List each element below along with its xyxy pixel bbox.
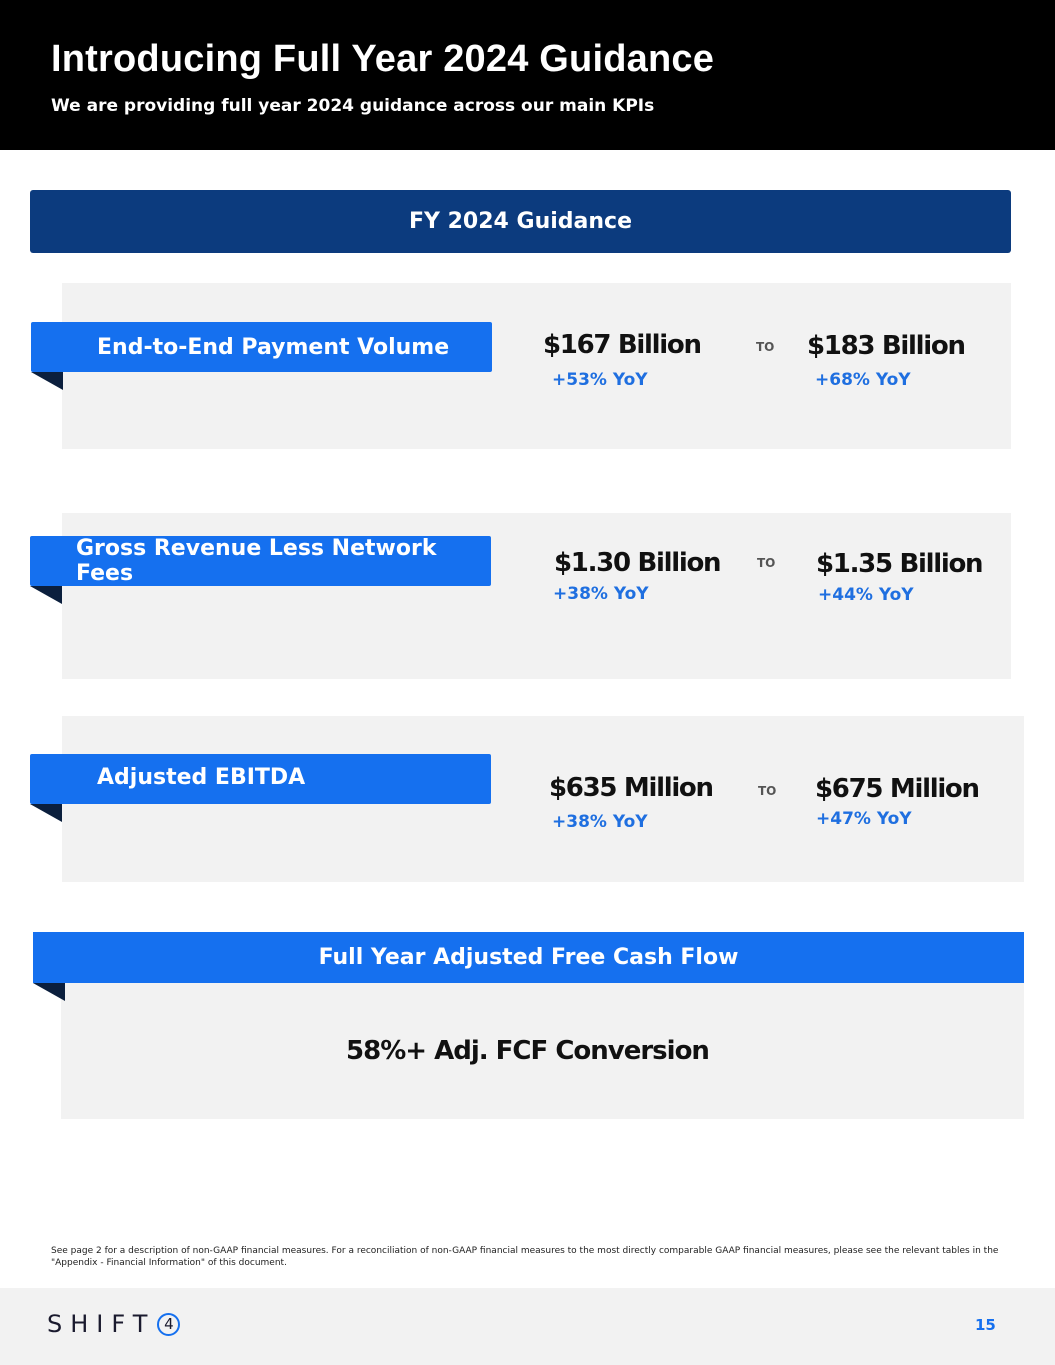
metric-high-value: $183 Billion [807,331,965,361]
metric-high-yoy: +44% YoY [818,585,914,605]
metric-label-tab [30,536,491,586]
tab-fold [33,983,65,1001]
logo-text: SHIFT [47,1310,156,1338]
metric-high-yoy: +68% YoY [815,370,911,390]
metric-high-value: $1.35 Billion [816,549,983,579]
page-title: Introducing Full Year 2024 Guidance [51,38,715,80]
shift4-logo [47,1310,180,1338]
metric-low-yoy: +53% YoY [552,370,648,390]
fcf-value: 58%+ Adj. FCF Conversion [346,1036,709,1066]
tab-fold [31,372,63,390]
fcf-title-bar [33,932,1024,983]
metric-label-tab [31,322,492,372]
metric-label-tab [30,754,491,804]
footnote: See page 2 for a description of non-GAAP financial measures. For a reconciliation of non-GAAP financial measures to the most directly comparable GAAP financial measures, please see the relevant tables in the "Appendix - Financial Information" of this document. [51,1246,999,1268]
guidance-banner [30,190,1011,253]
metric-low-value: $1.30 Billion [554,548,721,578]
page-number: 15 [975,1316,996,1334]
page-subtitle: We are providing full year 2024 guidance across our main KPIs [51,96,655,116]
metric-label: Adjusted EBITDA [97,764,306,790]
logo-circle-four-icon: 4 [157,1313,180,1336]
range-to-label: TO [758,784,777,798]
metric-low-yoy: +38% YoY [552,812,648,832]
fcf-title: Full Year Adjusted Free Cash Flow [318,945,739,970]
metric-low-value: $167 Billion [543,330,701,360]
page-header [0,0,1055,150]
metric-high-yoy: +47% YoY [816,809,912,829]
metric-low-yoy: +38% YoY [553,584,649,604]
guidance-banner-title: FY 2024 Guidance [409,209,632,234]
metric-label: End-to-End Payment Volume [97,334,450,360]
metric-high-value: $675 Million [815,774,979,804]
metric-low-value: $635 Million [549,773,713,803]
tab-fold [30,804,62,822]
tab-fold [30,586,62,604]
metric-label: Gross Revenue Less Network Fees [76,536,437,586]
range-to-label: TO [757,556,776,570]
range-to-label: TO [756,340,775,354]
